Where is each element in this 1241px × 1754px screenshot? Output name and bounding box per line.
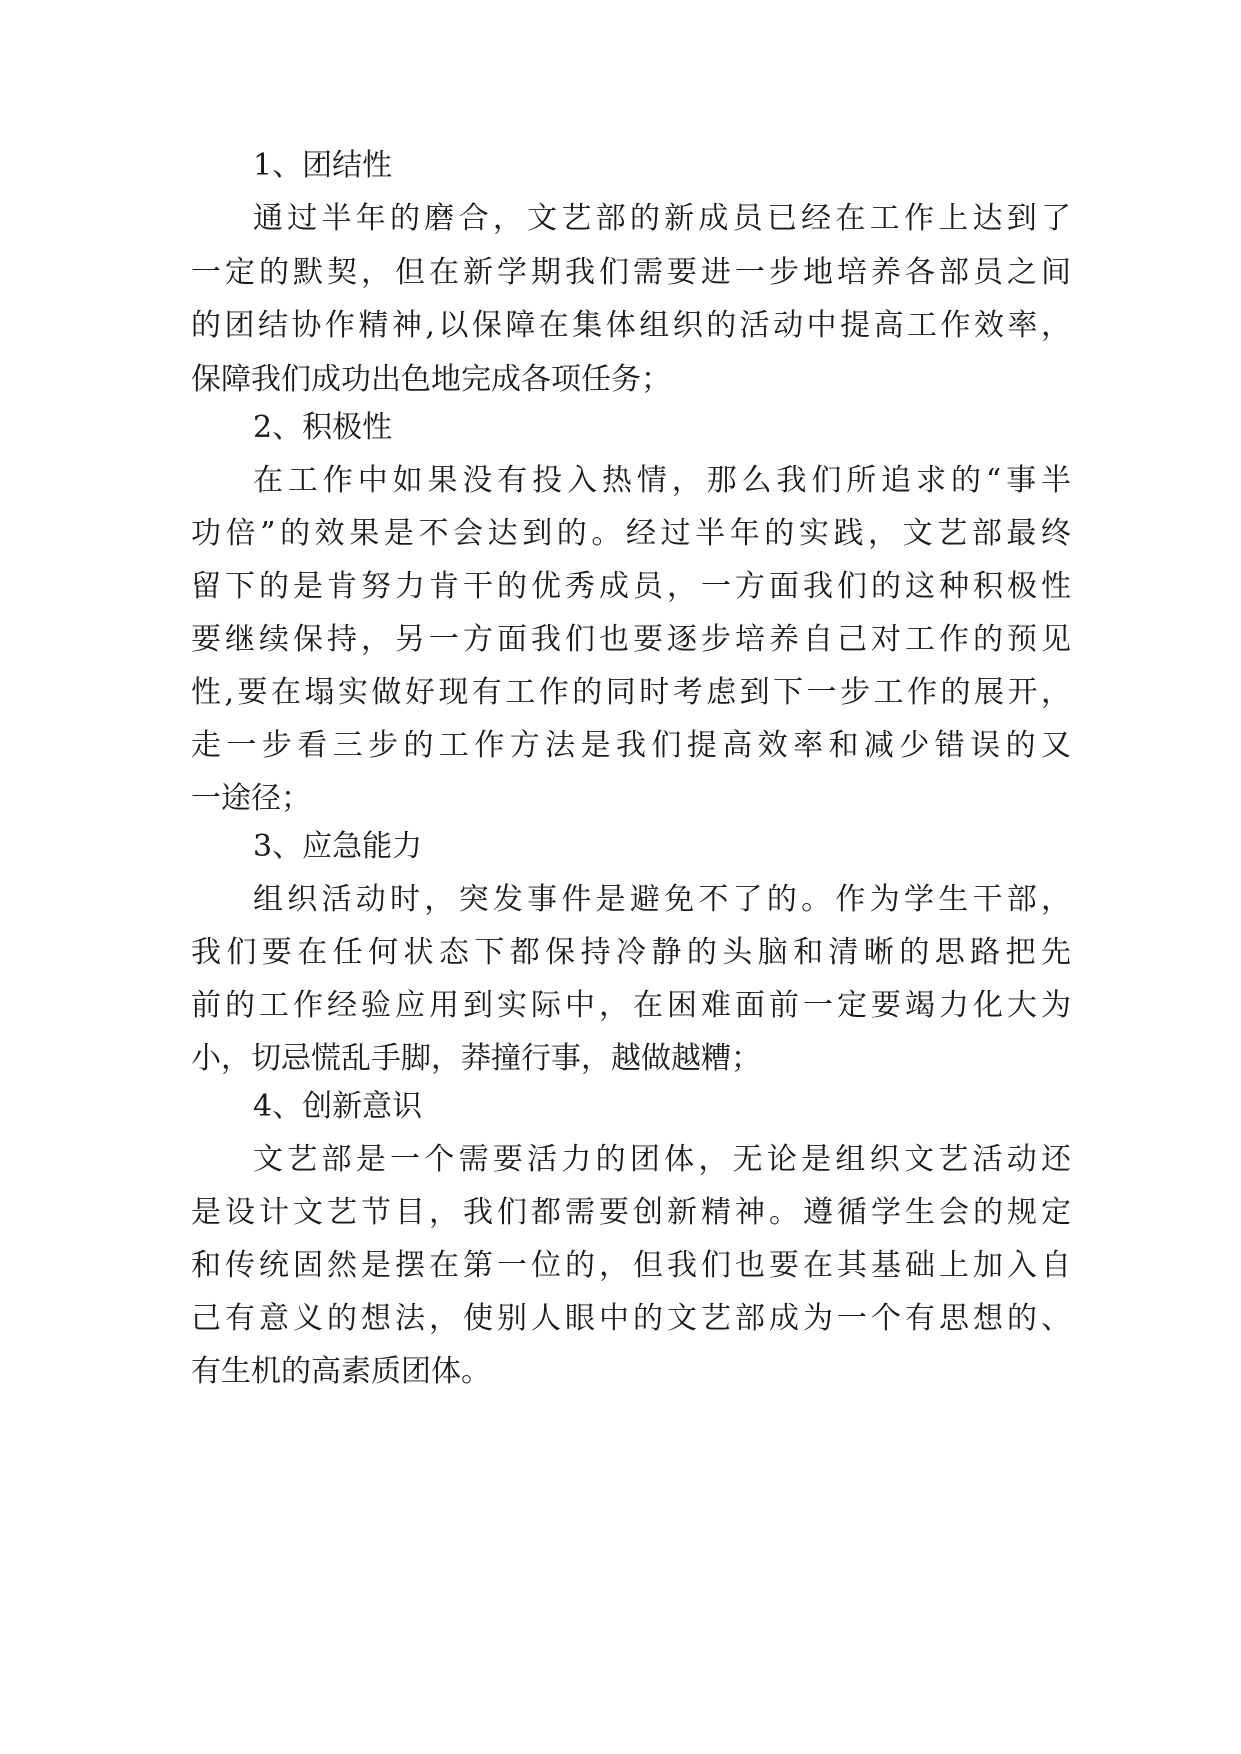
paragraph-line: 组织活动时，突发事件是避免不了的。作为学生干部， (253, 882, 1071, 917)
paragraph-line: 文艺部是一个需要活力的团体，无论是组织文艺活动还 (253, 1142, 1071, 1177)
paragraph-line: 己有意义的想法，使别人眼中的文艺部成为一个有思想的、 (191, 1301, 1071, 1336)
paragraph-line: 留下的是肯努力肯干的优秀成员，一方面我们的这种积极性 (191, 569, 1071, 604)
paragraph-line: 一途径； (191, 781, 311, 816)
paragraph-line: 是设计文艺节目，我们都需要创新精神。遵循学生会的规定 (191, 1195, 1071, 1230)
paragraph-line: 的团结协作精神,以保障在集体组织的活动中提高工作效率， (191, 308, 1071, 343)
paragraph-line: 我们要在任何状态下都保持冷静的头脑和清晰的思路把先 (191, 935, 1071, 970)
paragraph-line: 保障我们成功出色地完成各项任务； (191, 362, 671, 397)
paragraph-line: 有生机的高素质团体。 (191, 1354, 491, 1389)
paragraph-line: 一定的默契，但在新学期我们需要进一步地培养各部员之间 (191, 255, 1071, 290)
paragraph-line: 功倍”的效果是不会达到的。经过半年的实践，文艺部最终 (191, 516, 1071, 551)
paragraph-line: 走一步看三步的工作方法是我们提高效率和减少错误的又 (191, 728, 1071, 763)
paragraph-line: 小，切忌慌乱手脚，莽撞行事，越做越糟； (191, 1041, 761, 1076)
section-heading: 2、积极性 (253, 410, 393, 445)
section-heading: 3、应急能力 (253, 829, 423, 864)
paragraph-line: 前的工作经验应用到实际中，在困难面前一定要竭力化大为 (191, 988, 1071, 1023)
paragraph-line: 通过半年的磨合，文艺部的新成员已经在工作上达到了 (253, 201, 1071, 236)
section-heading: 1、团结性 (253, 148, 393, 183)
paragraph-line: 和传统固然是摆在第一位的，但我们也要在其基础上加入自 (191, 1248, 1071, 1283)
paragraph-line: 性,要在塌实做好现有工作的同时考虑到下一步工作的展开， (191, 675, 1071, 710)
paragraph-line: 要继续保持，另一方面我们也要逐步培养自己对工作的预见 (191, 622, 1071, 657)
section-heading: 4、创新意识 (253, 1089, 423, 1124)
paragraph-line: 在工作中如果没有投入热情，那么我们所追求的“事半 (253, 463, 1071, 498)
